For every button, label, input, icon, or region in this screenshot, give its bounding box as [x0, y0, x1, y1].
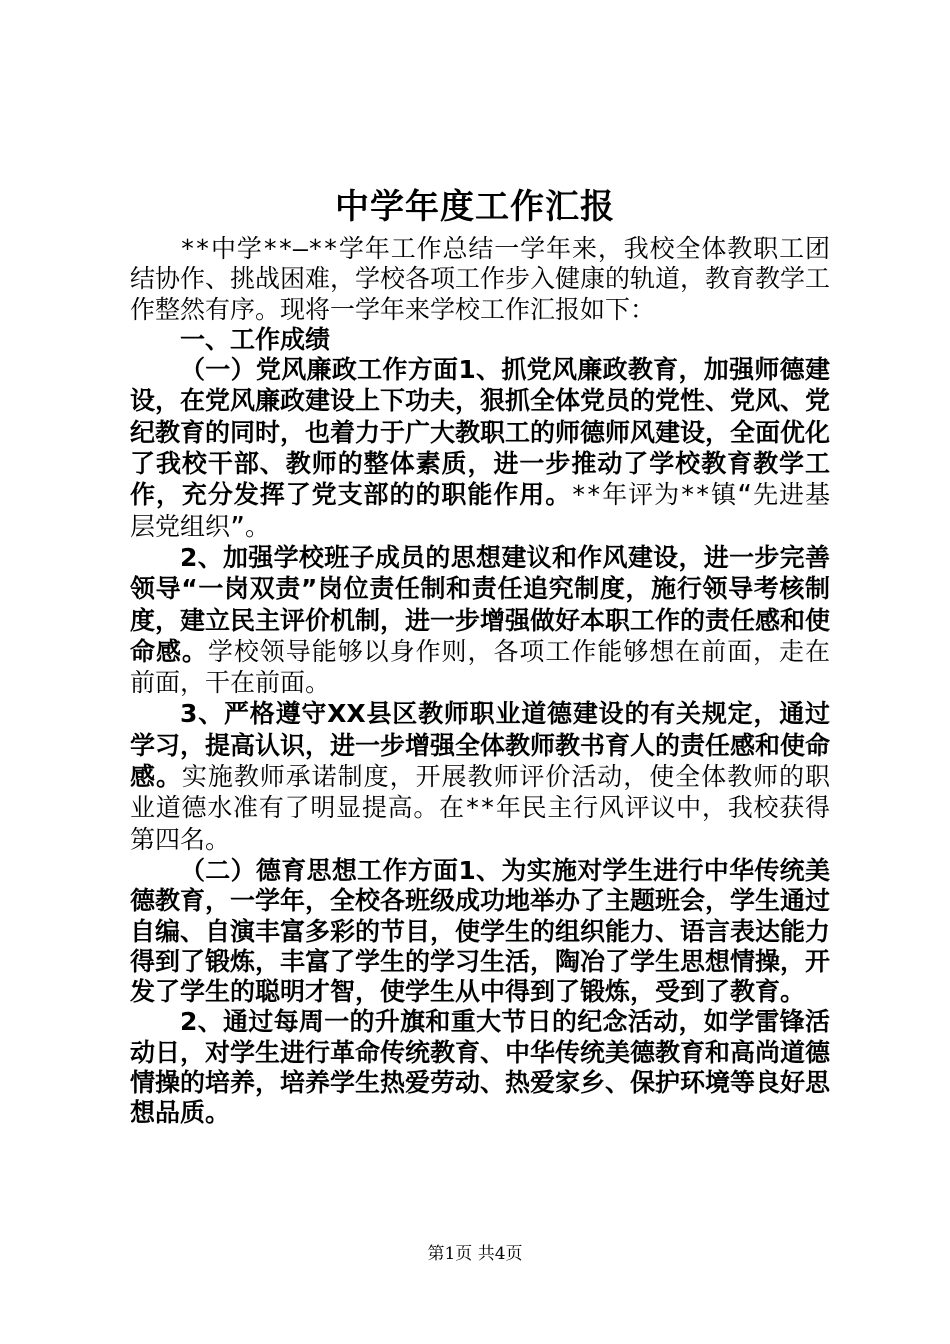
paragraph-text: **年评为**镇“先进基层党组织”。: [130, 480, 830, 541]
paragraph-leadership: [130, 543, 830, 699]
paragraph-text: 2、加强学校班子成员的思想建议和作风建设，进一步完善领导“一岗双责”岗位责任制和责任追究制度，施行领导考核制度，建立民主评价机制，进一步增强做好本职工作的责任感和使命感。: [130, 542, 831, 666]
paragraph-ethics: [130, 699, 830, 855]
paragraph-party-conduct: [130, 355, 830, 543]
page-number: 第1页 共4页: [427, 1244, 523, 1264]
paragraph-moral-education: （二）德育思想工作方面1、为实施对学生进行中华传统美德教育，一学年，全校各班级成功地举办了主题班会，学生通过自编、自演丰富多彩的节目，使学生的组织能力、语言表达能力得到了锻炼，丰富了学生的学习生活，陶冶了学生思想情操，开发了学生的聪明才智，使学生从中得到了锻炼，受到了教育。: [130, 855, 831, 1007]
intro-paragraph: **中学**—**学年工作总结一学年来，我校全体教职工团结协作、挑战困难，学校各项工作步入健康的轨道，教育教学工作整然有序。现将一学年来学校工作汇报如下：: [130, 234, 831, 324]
document-title: 中学年度工作汇报: [335, 187, 615, 227]
paragraph-text: 3、严格遵守XX县区教师职业道德建设的有关规定，通过学习，提高认识，进一步增强全体教师教书育人的责任感和使命感。: [130, 699, 831, 792]
paragraph-text: 实施教师承诺制度，开展教师评价活动，使全体教师的职业道德水准有了明显提高。在**年民主行风评议中，我校获得第四名。: [130, 762, 830, 854]
paragraph-text: （一）党风廉政工作方面1、抓党风廉政教育，加强师德建设，在党风廉政建设上下功夫，狠抓全体党员的党性、党风、党纪教育的同时，也着力于广大教职工的师德师风建设，全面优化了我校干部、教师的整体素质，进一步推动了学校教育教学工作，充分发挥了党支部的的职能作用。: [130, 355, 831, 510]
document-body: [130, 234, 830, 1129]
paragraph-text: 学校领导能够以身作则，各项工作能够想在前面，走在前面，干在前面。: [130, 636, 830, 698]
section-heading: 一、工作成绩: [180, 324, 331, 354]
paragraph-flag-ceremony: 2、通过每周一的升旗和重大节日的纪念活动，如学雷锋活动日，对学生进行革命传统教育、中华传统美德教育和高尚道德情操的培养，培养学生热爱劳动、热爱家乡、保护环境等良好思想品质。: [130, 1007, 831, 1128]
